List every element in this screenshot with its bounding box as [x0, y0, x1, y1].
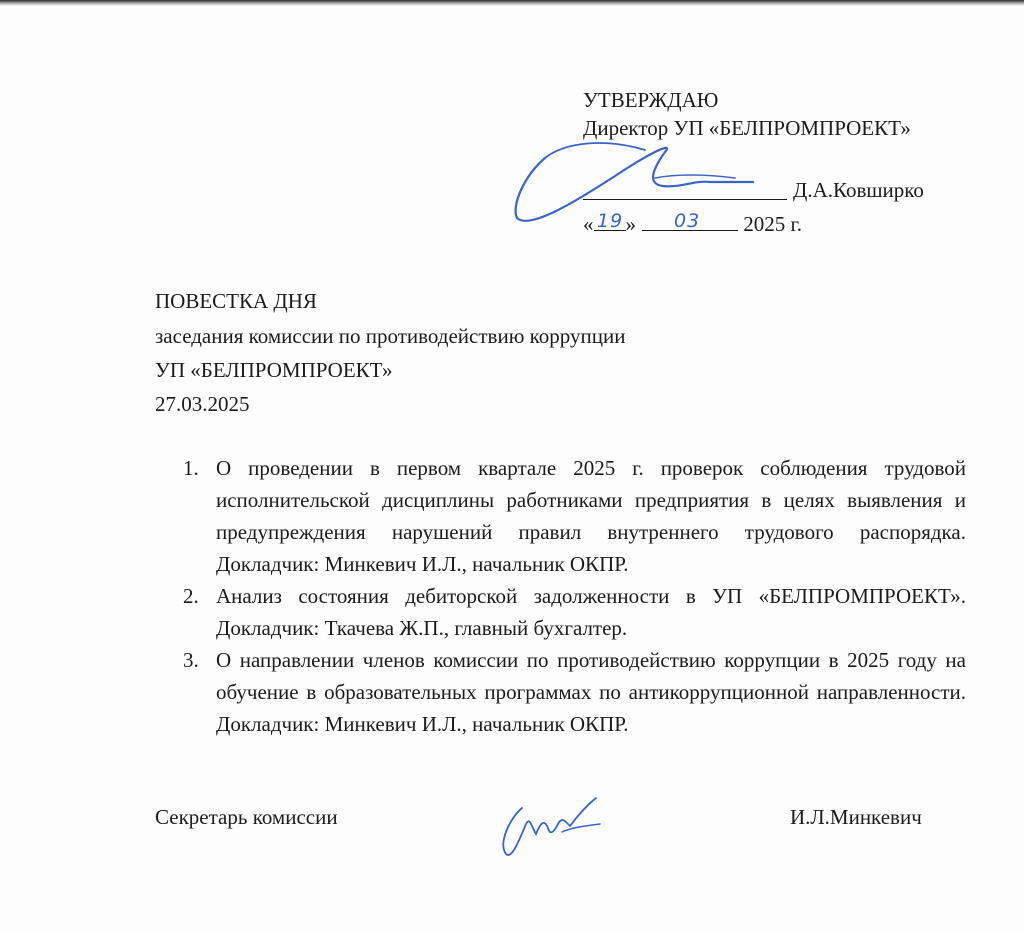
- agenda-subtitle-line1: заседания комиссии по противодействию коррупции: [155, 324, 626, 348]
- agenda-item-text: О направлении членов комиссии по противодействию коррупции в 2025 году на обучение в образовательных программах по антикоррупционной направленности. Докладчик: Минкевич И.Л., начальник ОКПР.: [216, 648, 966, 736]
- agenda-list: [183, 452, 966, 740]
- agenda-item-number: 3.: [183, 648, 199, 672]
- approval-title: УТВЕРЖДАЮ: [583, 88, 719, 112]
- approval-name: Д.А.Ковширко: [793, 178, 924, 202]
- agenda-item-2: [183, 580, 966, 644]
- scan-edge: [0, 0, 1024, 6]
- agenda-item-text: О проведении в первом квартале 2025 г. проверок соблюдения трудовой исполнительской дисциплины работниками предприятия в целях выявления и предупреждения нарушений правил внутреннего трудового распорядка. Докладчик: Минкевич И.Л., начальник ОКПР.: [216, 456, 966, 576]
- year-suffix: 2025 г.: [743, 212, 802, 236]
- handwritten-month: 03: [674, 210, 701, 232]
- signature-line: [583, 199, 787, 200]
- agenda-item-number: 1.: [183, 456, 199, 480]
- quote-close: »: [625, 212, 636, 236]
- agenda-item-3: [183, 644, 966, 740]
- agenda-item-number: 2.: [183, 584, 199, 608]
- agenda-item-1: [183, 452, 966, 580]
- secretary-signature: [492, 788, 612, 860]
- agenda-title: ПОВЕСТКА ДНЯ: [155, 289, 317, 313]
- agenda-item-text: Анализ состояния дебиторской задолженности в УП «БЕЛПРОМПРОЕКТ». Докладчик: Ткачева Ж.П., главный бухгалтер.: [216, 584, 966, 640]
- secretary-name: И.Л.Минкевич: [790, 805, 922, 829]
- quote-open: «: [583, 212, 594, 236]
- approval-position: Директор УП «БЕЛПРОМПРОЕКТ»: [583, 116, 911, 140]
- handwritten-day: 19: [597, 210, 624, 232]
- secretary-label: Секретарь комиссии: [155, 805, 338, 829]
- agenda-subtitle-line2: УП «БЕЛПРОМПРОЕКТ»: [155, 358, 393, 382]
- agenda-date: 27.03.2025: [155, 392, 250, 416]
